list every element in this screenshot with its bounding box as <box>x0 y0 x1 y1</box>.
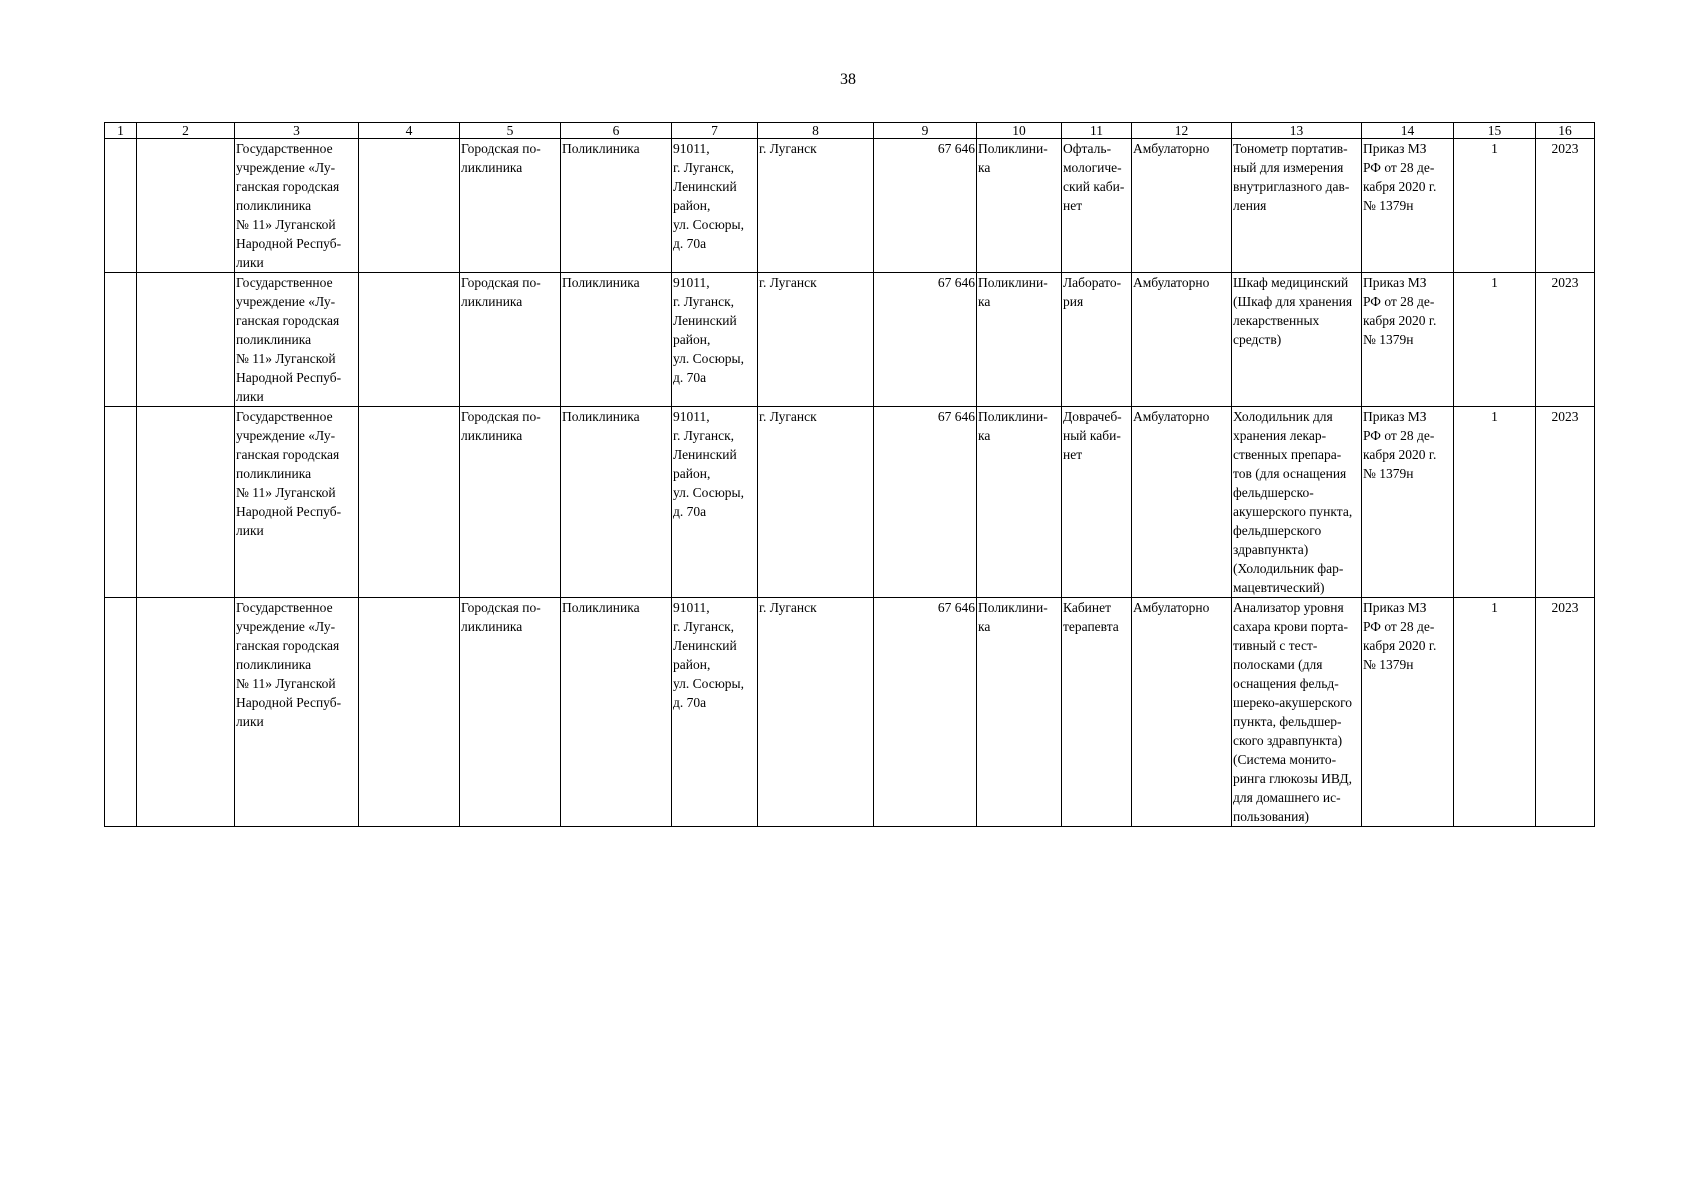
cell-facility <box>561 407 672 598</box>
column-header: 1 <box>105 123 137 139</box>
cell-col-1 <box>105 139 137 273</box>
cell-col-1 <box>105 273 137 407</box>
address-text: 91011, г. Луганск, Ленинский район, ул. Сосюры, д. 70а <box>673 409 745 519</box>
cell-year <box>1536 407 1595 598</box>
cell-order <box>1362 407 1454 598</box>
mode-text: Амбулаторно <box>1133 409 1210 424</box>
code-text: 67 646 <box>937 409 975 424</box>
mode-text: Амбулаторно <box>1133 600 1210 615</box>
table-row <box>105 273 1595 407</box>
institution-text: Государственное учреждение «Лу- ганская городская поликлиника № 11» Луганской Народной Респуб- лики <box>236 275 342 404</box>
column-header: 14 <box>1362 123 1454 139</box>
facility-text: Поликлиника <box>562 409 640 424</box>
cell-unit <box>977 139 1062 273</box>
cell-year <box>1536 598 1595 827</box>
cell-type <box>460 407 561 598</box>
cell-city <box>758 407 874 598</box>
address-text: 91011, г. Луганск, Ленинский район, ул. Сосюры, д. 70а <box>673 141 745 251</box>
city-text: г. Луганск <box>759 409 817 424</box>
header-row <box>105 123 1595 139</box>
column-header: 8 <box>758 123 874 139</box>
cell-order <box>1362 598 1454 827</box>
cell-type <box>460 273 561 407</box>
cell-quantity <box>1454 273 1536 407</box>
year-text: 2023 <box>1551 409 1579 424</box>
cell-room <box>1062 273 1132 407</box>
quantity-text: 1 <box>1491 600 1498 615</box>
code-text: 67 646 <box>937 600 975 615</box>
cell-room <box>1062 407 1132 598</box>
cell-col-2 <box>137 139 235 273</box>
cell-col-1 <box>105 407 137 598</box>
cell-equipment <box>1232 139 1362 273</box>
institution-text: Государственное учреждение «Лу- ганская городская поликлиника № 11» Луганской Народной Респуб- лики <box>236 409 342 538</box>
unit-text: Поликлини- ка <box>978 275 1048 309</box>
column-header: 11 <box>1062 123 1132 139</box>
room-text: Лаборато- рия <box>1063 275 1122 309</box>
equipment-text: Анализатор уровня сахара крови порта- тивный с тест- полосками (для оснащения фельд- шереко-акушерского пункта, фельдшер- ского здравпункта) (Система монито- ринга глюкозы ИВД, для домашнего ис- пользования) <box>1233 600 1353 824</box>
room-text: Доврачеб- ный каби- нет <box>1063 409 1122 462</box>
column-header: 4 <box>359 123 460 139</box>
cell-year <box>1536 139 1595 273</box>
facility-text: Поликлиника <box>562 141 640 156</box>
cell-unit <box>977 273 1062 407</box>
cell-room <box>1062 139 1132 273</box>
cell-address <box>672 407 758 598</box>
table-row <box>105 407 1595 598</box>
unit-text: Поликлини- ка <box>978 600 1048 634</box>
type-text: Городская по- ликлиника <box>461 600 541 634</box>
cell-order <box>1362 273 1454 407</box>
equipment-text: Холодильник для хранения лекар- ственных препара- тов (для оснащения фельдшерско- акушерского пункта, фельдшерского здравпункта) (Холодильник фар- мацевтический) <box>1233 409 1353 595</box>
cell-mode <box>1132 598 1232 827</box>
column-header: 13 <box>1232 123 1362 139</box>
column-header: 6 <box>561 123 672 139</box>
column-header: 7 <box>672 123 758 139</box>
column-header: 12 <box>1132 123 1232 139</box>
cell-col-4 <box>359 273 460 407</box>
column-header: 10 <box>977 123 1062 139</box>
cell-mode <box>1132 139 1232 273</box>
cell-address <box>672 273 758 407</box>
cell-quantity <box>1454 598 1536 827</box>
order-text: Приказ МЗ РФ от 28 де- кабря 2020 г. № 1379н <box>1363 409 1437 481</box>
cell-equipment <box>1232 598 1362 827</box>
cell-institution <box>235 598 359 827</box>
cell-code <box>874 273 977 407</box>
cell-address <box>672 139 758 273</box>
cell-type <box>460 598 561 827</box>
cell-equipment <box>1232 407 1362 598</box>
year-text: 2023 <box>1551 600 1579 615</box>
order-text: Приказ МЗ РФ от 28 де- кабря 2020 г. № 1379н <box>1363 600 1437 672</box>
code-text: 67 646 <box>937 141 975 156</box>
table-row <box>105 139 1595 273</box>
institution-text: Государственное учреждение «Лу- ганская городская поликлиника № 11» Луганской Народной Респуб- лики <box>236 600 342 729</box>
page-number: 38 <box>840 71 856 88</box>
facility-text: Поликлиника <box>562 600 640 615</box>
cell-col-4 <box>359 407 460 598</box>
order-text: Приказ МЗ РФ от 28 де- кабря 2020 г. № 1379н <box>1363 275 1437 347</box>
cell-code <box>874 407 977 598</box>
cell-col-1 <box>105 598 137 827</box>
column-header: 5 <box>460 123 561 139</box>
cell-city <box>758 139 874 273</box>
quantity-text: 1 <box>1491 275 1498 290</box>
room-text: Офталь- мологиче- ский каби- нет <box>1063 141 1125 213</box>
type-text: Городская по- ликлиника <box>461 275 541 309</box>
cell-institution <box>235 139 359 273</box>
cell-city <box>758 598 874 827</box>
cell-col-2 <box>137 273 235 407</box>
cell-city <box>758 273 874 407</box>
cell-quantity <box>1454 407 1536 598</box>
city-text: г. Луганск <box>759 275 817 290</box>
cell-institution <box>235 273 359 407</box>
mode-text: Амбулаторно <box>1133 275 1210 290</box>
code-text: 67 646 <box>937 275 975 290</box>
cell-unit <box>977 598 1062 827</box>
cell-facility <box>561 139 672 273</box>
order-text: Приказ МЗ РФ от 28 де- кабря 2020 г. № 1379н <box>1363 141 1437 213</box>
cell-code <box>874 139 977 273</box>
cell-equipment <box>1232 273 1362 407</box>
cell-col-2 <box>137 407 235 598</box>
cell-order <box>1362 139 1454 273</box>
cell-quantity <box>1454 139 1536 273</box>
cell-institution <box>235 407 359 598</box>
cell-col-4 <box>359 598 460 827</box>
address-text: 91011, г. Луганск, Ленинский район, ул. Сосюры, д. 70а <box>673 275 745 385</box>
institution-text: Государственное учреждение «Лу- ганская городская поликлиника № 11» Луганской Народной Респуб- лики <box>236 141 342 270</box>
type-text: Городская по- ликлиника <box>461 409 541 443</box>
year-text: 2023 <box>1551 275 1579 290</box>
cell-year <box>1536 273 1595 407</box>
room-text: Кабинет терапевта <box>1063 600 1119 634</box>
city-text: г. Луганск <box>759 141 817 156</box>
type-text: Городская по- ликлиника <box>461 141 541 175</box>
cell-col-2 <box>137 598 235 827</box>
cell-code <box>874 598 977 827</box>
cell-col-4 <box>359 139 460 273</box>
equipment-text: Тонометр портатив- ный для измерения внутриглазного дав- ления <box>1233 141 1350 213</box>
unit-text: Поликлини- ка <box>978 141 1048 175</box>
city-text: г. Луганск <box>759 600 817 615</box>
cell-mode <box>1132 407 1232 598</box>
table-row <box>105 598 1595 827</box>
column-header: 3 <box>235 123 359 139</box>
cell-type <box>460 139 561 273</box>
column-header: 9 <box>874 123 977 139</box>
equipment-text: Шкаф медицинский (Шкаф для хранения лекарственных средств) <box>1233 275 1353 347</box>
cell-unit <box>977 407 1062 598</box>
cell-room <box>1062 598 1132 827</box>
document-table <box>104 122 1595 827</box>
cell-facility <box>561 273 672 407</box>
facility-text: Поликлиника <box>562 275 640 290</box>
unit-text: Поликлини- ка <box>978 409 1048 443</box>
cell-facility <box>561 598 672 827</box>
year-text: 2023 <box>1551 141 1579 156</box>
cell-address <box>672 598 758 827</box>
quantity-text: 1 <box>1491 141 1498 156</box>
mode-text: Амбулаторно <box>1133 141 1210 156</box>
quantity-text: 1 <box>1491 409 1498 424</box>
column-header: 15 <box>1454 123 1536 139</box>
address-text: 91011, г. Луганск, Ленинский район, ул. Сосюры, д. 70а <box>673 600 745 710</box>
column-header: 2 <box>137 123 235 139</box>
cell-mode <box>1132 273 1232 407</box>
column-header: 16 <box>1536 123 1595 139</box>
